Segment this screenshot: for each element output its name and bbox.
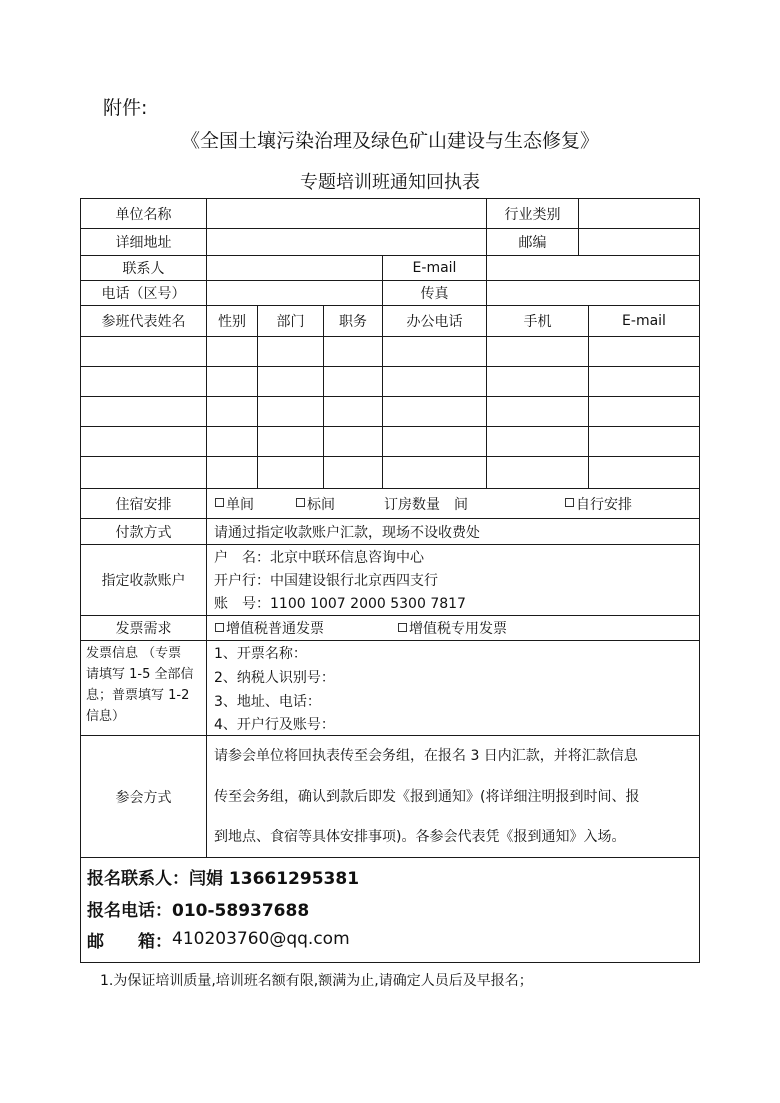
checkbox-icon [215,623,224,632]
registration-phone: 报名电话：010-58937688 [87,900,310,921]
lodging-self-option[interactable]: 自行安排 [565,489,632,518]
checkbox-icon [296,498,305,507]
attendance-text-line: 传至会务组，确认到款后即发《报到通知》(将详细注明报到时间、报 [214,789,640,805]
attendance-label: 参会方式 [115,789,172,806]
gender-header: 性别 [218,314,246,330]
contact-field[interactable] [207,256,382,280]
invoice-info-label: 发票信息 （专票 请填写 1-5 全部信 息；普票填写 1-2 信息） [86,646,194,724]
registration-contact: 报名联系人：闫娟 13661295381 [87,868,360,889]
unit-name-label: 单位名称 [115,206,172,223]
email-label: E-mail [412,260,457,276]
attachment-label: 附件: [103,97,148,119]
lodging-single-option[interactable]: 单间 [215,489,254,518]
mobile-header: 手机 [523,314,552,330]
lodging-standard-option[interactable]: 标间 [296,489,335,518]
invoice-item: 2、纳税人识别号： [214,670,335,686]
payment-text: 请通过指定收款账户汇款，现场不设收费处 [214,524,480,541]
industry-label: 行业类别 [504,206,561,223]
registration-email: 邮 箱： 410203760@qq.com [87,929,350,952]
payment-label: 付款方式 [115,524,172,541]
email-link[interactable]: 410203760@qq.com [172,929,350,949]
checkbox-icon [565,498,574,507]
address-field[interactable] [207,229,486,255]
document-title: 《全国土壤污染治理及绿色矿山建设与生态修复》 [180,130,599,152]
participant-name-header: 参班代表姓名 [101,314,186,330]
account-number: 账 号：1100 1007 2000 5300 7817 [214,595,466,612]
account-bank: 开户行：中国建设银行北京西四支行 [214,572,438,589]
document-subtitle: 专题培训班通知回执表 [300,172,480,193]
room-count: 订房数量 间 [384,496,468,513]
invoice-normal-option[interactable]: 增值税普通发票 [215,616,324,640]
fax-label: 传真 [420,286,449,302]
phone-field[interactable] [207,281,382,305]
postcode-field[interactable] [579,229,699,255]
position-header: 职务 [339,314,367,330]
account-label: 指定收款账户 [101,573,186,589]
invoice-need-label: 发票需求 [115,621,172,637]
invoice-special-option[interactable]: 增值税专用发票 [398,616,507,640]
invoice-item: 1、开票名称： [214,646,307,662]
contact-label: 联系人 [122,261,165,277]
checkbox-icon [398,623,407,632]
department-header: 部门 [276,314,305,330]
lodging-label: 住宿安排 [115,496,172,513]
email-field[interactable] [487,256,699,280]
account-name: 户 名：北京中联环信息咨询中心 [214,549,424,566]
checkbox-icon [215,498,224,507]
postcode-label: 邮编 [518,235,547,251]
industry-field[interactable] [579,199,699,228]
phone-label: 电话（区号） [101,286,186,302]
participant-email-header: E-mail [622,313,666,329]
invoice-item: 3、地址、电话： [214,694,321,710]
unit-name-field[interactable] [207,199,486,228]
attendance-text-line: 到地点、食宿等具体安排事项)。各参会代表凭《报到通知》入场。 [214,829,626,845]
fax-field[interactable] [487,281,699,305]
office-phone-header: 办公电话 [406,314,463,330]
footnote: 1.为保证培训质量,培训班名额有限,额满为止,请确定人员后及早报名； [100,973,533,989]
invoice-item: 4、开户行及账号： [214,716,335,733]
address-label: 详细地址 [115,235,172,251]
attendance-text-line: 请参会单位将回执表传至会务组，在报名 3 日内汇款，并将汇款信息 [214,748,638,764]
